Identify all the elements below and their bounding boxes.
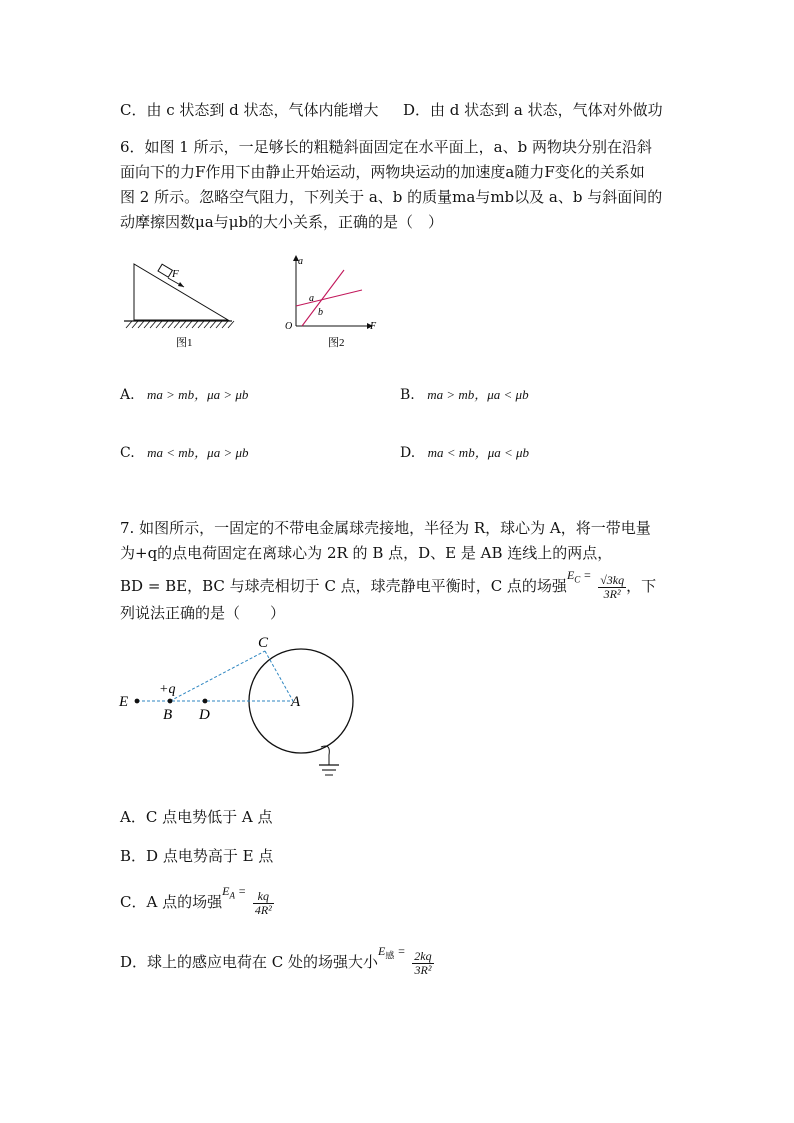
q6-figure-2-graph [280,252,390,352]
fig2-origin-label: O [285,321,293,332]
q6-option-d-text: ma < mb，μa < μb [427,445,530,460]
q7-option-d-text: D．球上的感应电荷在 C 处的场强大小 [120,953,379,971]
q7-option-c [120,884,274,920]
q6-stem-line4: 动摩擦因数μa与μb的大小关系，正确的是（ ） [120,213,444,231]
q6-option-b [400,385,529,405]
q7-ec-denominator: 3R² [603,586,621,601]
q7-ei-symbol: E [378,944,386,958]
q7-ei-fraction [412,950,433,977]
q7-ec-numerator: √3kq [600,572,625,587]
q7-stem-line3-tail: ，下 [626,577,657,595]
q7-ec-symbol: E [566,568,575,582]
q6-option-b-text: ma > mb，μa < μb [427,387,529,402]
q6-option-b-letter: B. [400,387,415,403]
q6-stem-line1: 6．如图 1 所示，一足够长的粗糙斜面固定在水平面上，a、b 两物块分别在沿斜 [120,138,652,156]
q6-option-c [120,443,249,463]
q6-option-a-text: ma > mb，μa > μb [147,387,249,402]
q7-label-d: D [199,707,210,723]
q7-stem-line3-text: BD = BE，BC 与球壳相切于 C 点，球壳静电平衡时，C 点的场强 [120,577,567,595]
q7-point-d [203,699,208,704]
q7-option-a: A．C 点电势低于 A 点 [120,808,273,826]
q7-option-b: B．D 点电势高于 E 点 [120,847,274,865]
q7-ei-numerator: 2kq [414,948,432,963]
q7-figure-sphere [115,635,360,785]
fig2-label-b: b [318,307,323,318]
fig1-caption: 图1 [176,337,193,349]
q7-ea-lhs: EA = [222,884,247,901]
q7-option-c-text: C．A 点的场强 [120,893,223,911]
q7-ea-numerator: kq [253,890,274,904]
q7-point-e [135,699,140,704]
fig2-label-a: a [309,293,314,304]
q6-figure-1-incline [120,258,240,350]
fig2-axis-y-label: a [298,256,303,267]
q6-option-c-letter: C. [120,445,135,461]
q6-option-c-text: ma < mb，μa > μb [147,445,249,460]
q7-stem-line1: 7. 如图所示，一固定的不带电金属球壳接地，半径为 R，球心为 A，将一带电量 [120,519,651,537]
q7-stem-line2: 为+q的点电荷固定在离球心为 2R 的 B 点，D、E 是 AB 连线上的两点， [120,544,613,562]
q7-stem-line4: 列说法正确的是（ ） [120,604,286,622]
fig1-force-label: F [172,268,179,280]
q7-ec-subscript: C [574,574,581,585]
q7-ec-lhs: EC = [566,568,592,585]
q7-label-a: A [291,694,301,710]
fig2-axis-x-label: F [370,321,377,332]
q7-ei-lhs: E感 = [378,944,406,961]
q7-ea-symbol: E [222,884,230,898]
q7-ei-denominator: 3R² [414,962,432,977]
q7-point-b [168,699,173,704]
q7-label-e: E [119,694,129,710]
q6-option-a [120,385,248,405]
q6-option-d-letter: D. [400,445,416,461]
q6-option-a-letter: A. [120,387,135,403]
q5-option-d: D．由 d 状态到 a 状态，气体对外做功 [403,101,663,119]
q5-option-c: C．由 c 状态到 d 状态，气体内能增大 [120,101,379,119]
q6-stem-line2: 面向下的力F作用下由静止开始运动，两物块运动的加速度a随力F变化的关系如 [120,163,645,181]
fig2-caption: 图2 [328,337,345,349]
q7-ea-subscript: A [229,890,235,901]
q7-ec-fraction [598,574,626,601]
q7-ea-denominator: 4R² [254,902,272,917]
q7-stem-line3 [120,568,656,604]
q6-stem-line3: 图 2 所示。忽略空气阻力，下列关于 a、b 的质量ma与mb以及 a、b 与斜面间的 [120,188,663,206]
q7-label-b: B [163,707,173,723]
q7-ei-subscript: 感 [385,950,395,961]
fig2-line-a [296,290,362,306]
q7-label-c: C [258,635,269,651]
q7-option-d [120,944,434,980]
q7-label-q: +q [159,682,176,697]
q7-ea-fraction [253,890,274,917]
q6-option-d [400,443,529,463]
